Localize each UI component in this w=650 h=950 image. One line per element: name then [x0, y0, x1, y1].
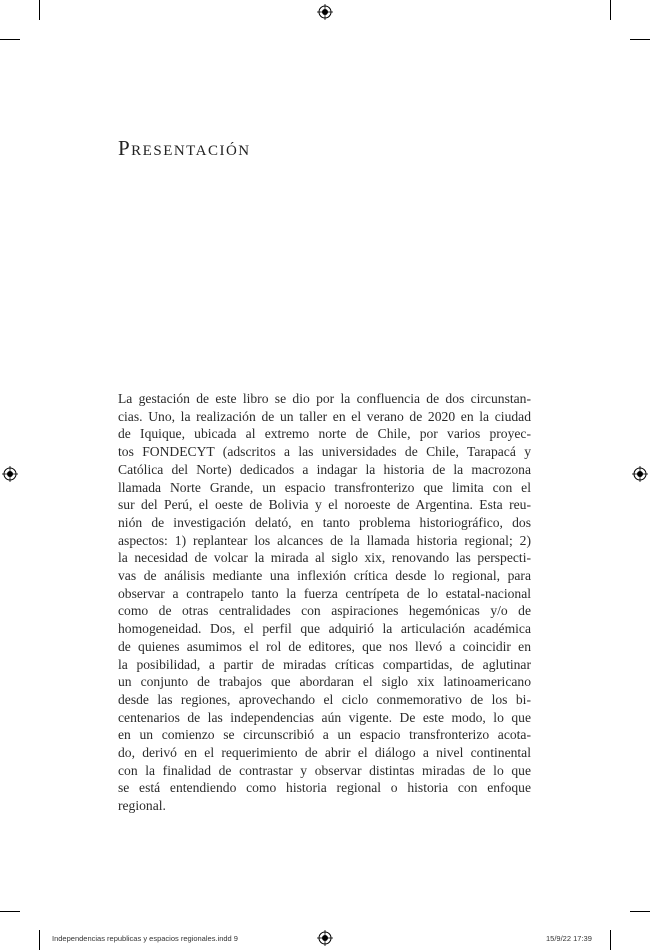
- crop-mark-bottom-right-vertical: [610, 930, 611, 950]
- text-line: un conjunto de trabajos que abordaran el siglo xix latinoamericano: [118, 674, 531, 690]
- text-line: cias. Uno, la realización de un taller en el verano de 2020 en la ciudad: [118, 408, 531, 424]
- registration-mark-icon: [317, 4, 333, 20]
- text-line: en un comienzo se circunscribió a un espacio transfronterizo acota-: [118, 727, 531, 743]
- text-line: llamada Norte Grande, un espacio transfronterizo que limita con el: [118, 479, 531, 495]
- crop-mark-bottom-right-horizontal: [630, 911, 650, 912]
- text-line: de Iquique, ubicada al extremo norte de Chile, por varios proyec-: [118, 426, 531, 442]
- registration-mark-icon: [2, 466, 18, 482]
- slug-filename: Independencias republicas y espacios regionales.indd 9: [52, 934, 238, 943]
- text-line: se está entendiendo como historia regional o historia con enfoque: [118, 780, 531, 796]
- body-paragraph: [118, 390, 531, 815]
- text-line: desde las regiones, aprovechando el ciclo conmemorativo de los bi-: [118, 691, 531, 707]
- text-line: nión de investigación delató, en tanto problema historiográfico, dos: [118, 514, 531, 530]
- text-line: sur del Perú, el oeste de Bolivia y el noroeste de Argentina. Esta reu-: [118, 497, 531, 513]
- text-line: tos FONDECYT (adscritos a las universidades de Chile, Tarapacá y: [118, 444, 531, 460]
- text-line: do, derivó en el requerimiento de abrir el diálogo a nivel continental: [118, 745, 531, 761]
- text-line: la posibilidad, a partir de miradas críticas compartidas, de aglutinar: [118, 656, 531, 672]
- registration-mark-icon: [632, 466, 648, 482]
- text-line: de quienes asumimos el rol de editores, que nos llevó a coincidir en: [118, 638, 531, 654]
- crop-mark-top-left-horizontal: [0, 39, 20, 40]
- text-line: con la finalidad de contrastar y observar distintas miradas de lo que: [118, 762, 531, 778]
- registration-mark-icon: [317, 930, 333, 946]
- crop-mark-bottom-left-horizontal: [0, 911, 20, 912]
- text-line: observar a contrapelo tanto la fuerza centrípeta de lo estatal-nacional: [118, 585, 531, 601]
- text-line: regional.: [118, 798, 166, 814]
- slug-date: 15/9/22 17:39: [546, 934, 592, 943]
- crop-mark-top-left-vertical: [39, 0, 40, 20]
- text-line: la necesidad de volcar la mirada al siglo xix, renovando las perspecti-: [118, 550, 531, 566]
- text-line: vas de análisis mediante una inflexión crítica desde lo regional, para: [118, 568, 531, 584]
- crop-mark-top-right-horizontal: [630, 39, 650, 40]
- page-title: Presentación: [118, 136, 251, 160]
- text-line: centenarios de las independencias aún vigente. De este modo, lo que: [118, 709, 531, 725]
- crop-mark-top-right-vertical: [610, 0, 611, 20]
- crop-mark-bottom-left-vertical: [39, 930, 40, 950]
- text-line: como de otras centralidades con aspiraciones hegemónicas y/o de: [118, 603, 531, 619]
- text-line: aspectos: 1) replantear los alcances de la llamada historia regional; 2): [118, 532, 531, 548]
- text-line: homogeneidad. Dos, el perfil que adquirió la articulación académica: [118, 621, 531, 637]
- text-line: Católica del Norte) dedicados a indagar la historia de la macrozona: [118, 461, 531, 477]
- text-line: La gestación de este libro se dio por la confluencia de dos circunstan-: [118, 391, 531, 406]
